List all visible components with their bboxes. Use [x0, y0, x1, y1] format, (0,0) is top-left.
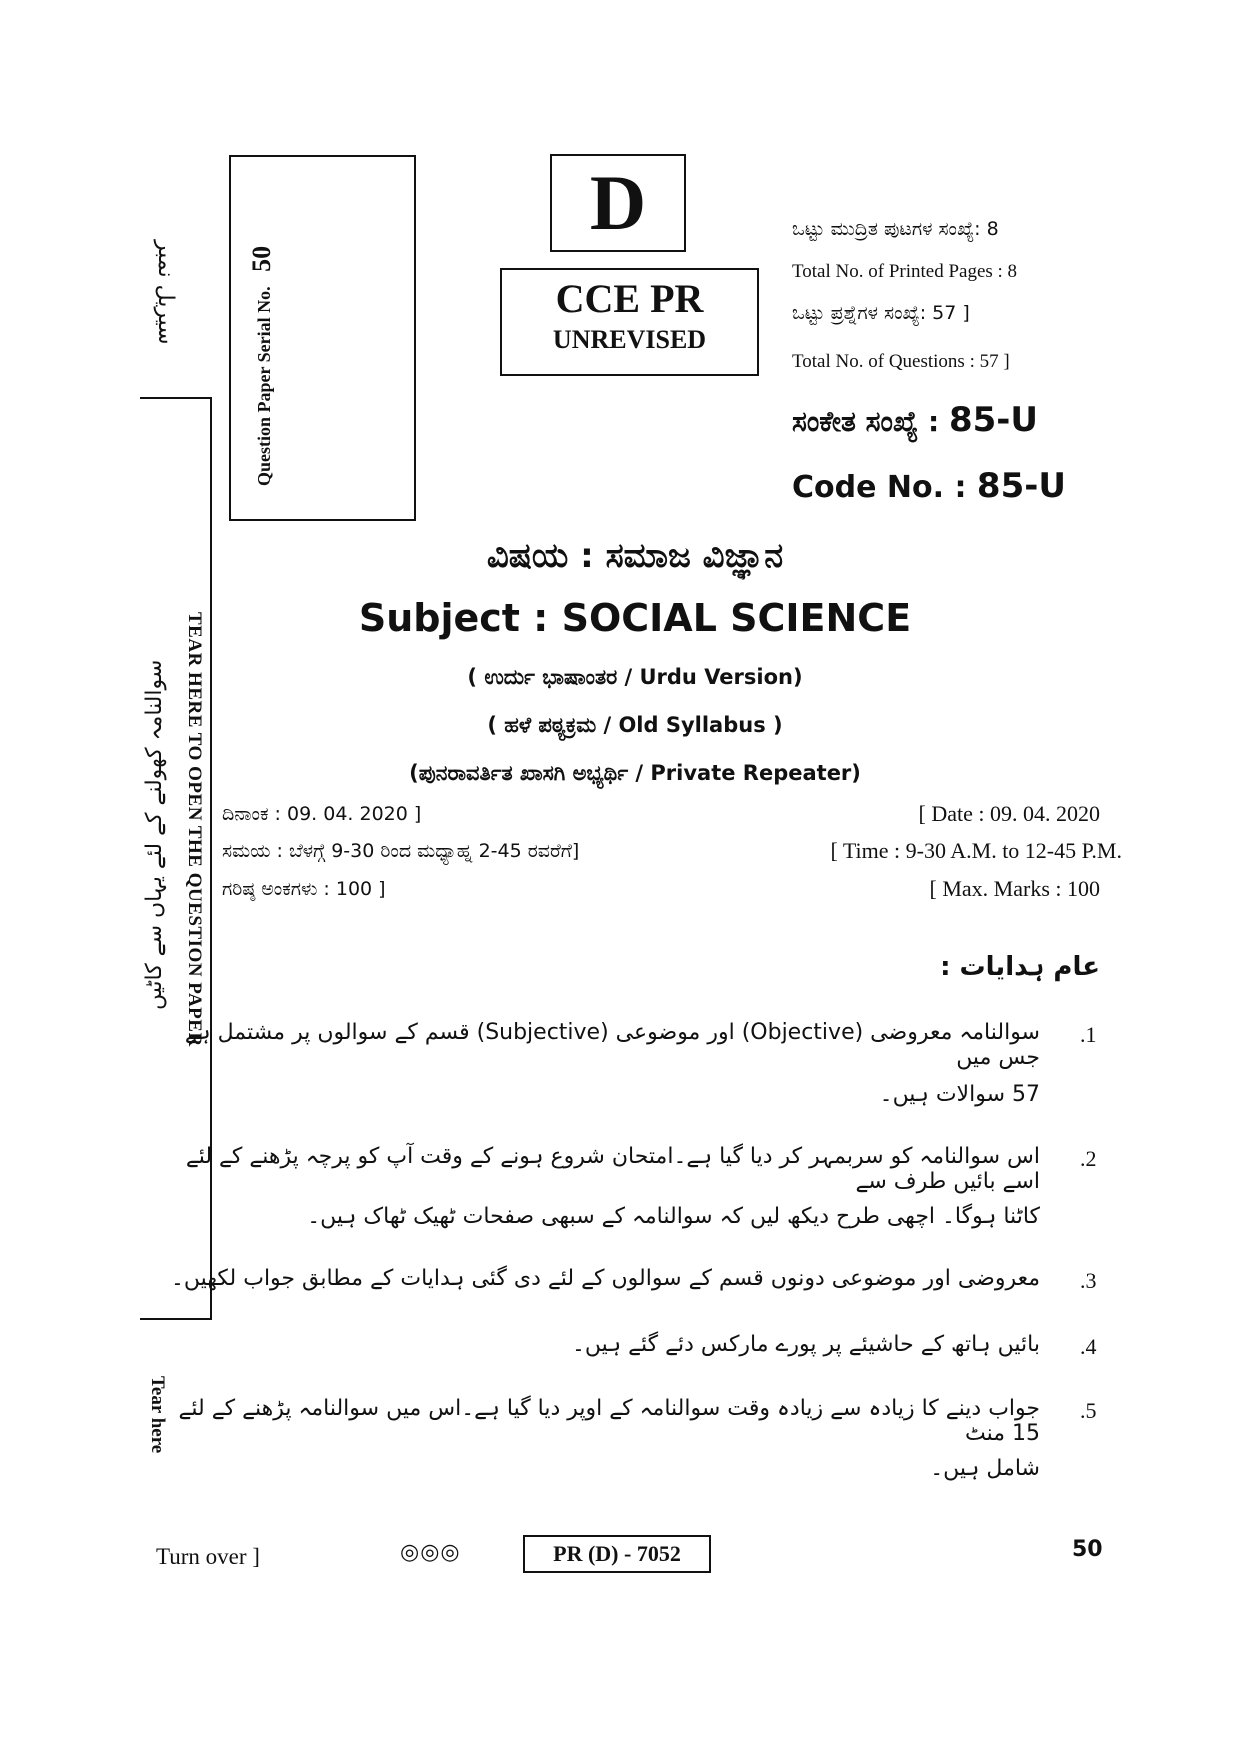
- instruction-5-line-1: جواب دینے کا زیادہ سے زیادہ وقت سوالنامہ کے اوپر دیا گیا ہے۔اس میں سوالنامہ پڑھنے کے لئے 15 منٹ: [178, 1396, 1040, 1446]
- serial-number-value: 50: [247, 245, 276, 272]
- instruction-number-3: .3: [1080, 1268, 1097, 1293]
- instruction-2-line-2: کاٹنا ہوگا۔ اچھی طرح دیکھ لیں کہ سوالنامہ کے سبھی صفحات ٹھیک ٹھاک ہیں۔: [307, 1204, 1040, 1229]
- candidate-urdu-label: سیریل نمبر: [153, 240, 178, 345]
- instruction-number-2: .2: [1080, 1146, 1097, 1171]
- marks-english: [ Max. Marks : 100: [929, 876, 1100, 901]
- english-pages: Total No. of Printed Pages : 8: [792, 261, 1018, 282]
- margin-top-rule: [140, 397, 212, 399]
- margin-bottom-rule: [140, 1318, 212, 1320]
- tear-here-text: Tear here: [147, 1376, 168, 1454]
- instruction-3-line-1: معروضی اور موضوعی دونوں قسم کے سوالوں کے لئے دی گئی ہدایات کے مطابق جواب لکھیں۔: [170, 1266, 1040, 1291]
- instruction-5-line-2: شامل ہیں۔: [930, 1456, 1040, 1481]
- footer-symbols: ◎◎◎: [400, 1540, 461, 1565]
- subject-syllabus: ( ಹಳೆ ಪಠ್ಯಕ್ರಮ / Old Syllabus ): [487, 713, 783, 737]
- cce-subtitle: UNREVISED: [552, 325, 707, 354]
- kannada-code: ಸಂಕೇತ ಸಂಖ್ಯೆ : 85-U: [792, 400, 1039, 440]
- english-code: Code No. : 85-U: [792, 466, 1066, 506]
- subject-version: ( ಉರ್ದು ಭಾಷಾಂತರ / Urdu Version): [467, 665, 803, 689]
- serial-number-label: Question Paper Serial No. 50: [247, 245, 276, 486]
- date-english: [ Date : 09. 04. 2020: [918, 801, 1100, 826]
- marks-kannada: ಗರಿಷ್ಠ ಅಂಕಗಳು : 100 ]: [222, 878, 386, 900]
- date-kannada: ದಿನಾಂಕ : 09. 04. 2020 ]: [222, 803, 422, 825]
- instruction-1-line-1: سوالنامہ معروضی (Objective) اور موضوعی (Subjective) قسم کے سوالوں پر مشتمل ہے جس میں: [184, 1020, 1040, 1070]
- version-letter-box: [550, 154, 686, 252]
- subject-candidate: (ಪುನರಾವರ್ತಿತ ಖಾಸಗಿ ಅಭ್ಯರ್ಥಿ / Private Repeater): [409, 761, 861, 785]
- version-letter: D: [589, 159, 647, 246]
- kannada-pages: ಒಟ್ಟು ಮುದ್ರಿತ ಪುಟಗಳ ಸಂಖ್ಯೆ: 8: [792, 218, 999, 240]
- instruction-number-4: .4: [1080, 1334, 1097, 1359]
- tear-here-open-text: TEAR HERE TO OPEN THE QUESTION PAPER: [184, 612, 205, 1047]
- page-number: 50: [1072, 1537, 1103, 1562]
- cce-title: CCE PR: [555, 276, 704, 321]
- time-english: [ Time : 9-30 A.M. to 12-45 P.M.: [830, 838, 1122, 863]
- subject-english: Subject : SOCIAL SCIENCE: [358, 596, 912, 640]
- cce-box: [500, 268, 759, 376]
- instructions-heading: عام ہدایات :: [940, 952, 1100, 982]
- kannada-questions: ಒಟ್ಟು ಪ್ರಶ್ನೆಗಳ ಸಂಖ್ಯೆ: 57 ]: [792, 302, 970, 324]
- instruction-1-line-2: 57 سوالات ہیں۔: [879, 1082, 1040, 1107]
- turn-over-text: Turn over ]: [156, 1544, 260, 1569]
- urdu-tear-note: سوالنامہ کھولنے کے لئے یہاں سے کاٹیں: [142, 659, 167, 1010]
- instruction-2-line-1: اس سوالنامہ کو سربمہر کر دیا گیا ہے۔امتحان شروع ہونے کے وقت آپ کو پرچہ پڑھنے کے لئے اسے بائیں طرف سے: [185, 1144, 1040, 1194]
- instruction-4-line-1: بائیں ہاتھ کے حاشیئے پر پورے مارکس دئے گئے ہیں۔: [571, 1332, 1040, 1357]
- footer-code-box: PR (D) - 7052: [523, 1535, 711, 1573]
- time-kannada: ಸಮಯ : ಬೆಳಗ್ಗೆ 9-30 ರಿಂದ ಮಧ್ಯಾಹ್ನ 2-45 ರವರೆಗೆ]: [222, 840, 580, 862]
- english-questions: Total No. of Questions : 57 ]: [792, 351, 1010, 372]
- instruction-number-5: .5: [1080, 1398, 1097, 1423]
- instruction-number-1: .1: [1080, 1022, 1097, 1047]
- subject-kannada: ವಿಷಯ : ಸಮಾಜ ವಿಜ್ಞಾನ: [486, 536, 784, 576]
